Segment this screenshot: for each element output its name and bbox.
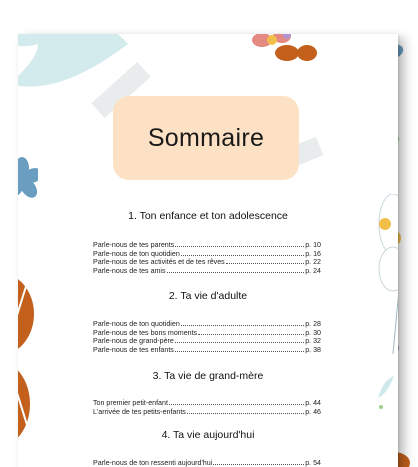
- title-box: [113, 96, 299, 180]
- toc-entry-page: p. 28: [305, 320, 321, 328]
- dot-leader: [187, 407, 304, 414]
- toc-entry-label: Parle-nous de ton quotidien: [93, 249, 180, 258]
- toc-entry-label: L'arrivée de tes petits-enfants: [93, 407, 186, 416]
- dot-leader: [226, 257, 305, 264]
- toc-entry-label: Parle-nous de tes activités et de tes rêves: [93, 258, 225, 266]
- dot-leader: [181, 319, 304, 326]
- blue-flower-icon: [18, 154, 38, 204]
- toc-entry-page: p. 54: [305, 459, 321, 467]
- toc-entry[interactable]: [93, 266, 321, 275]
- toc-entry-label: Parle-nous de tes parents: [93, 241, 175, 249]
- toc-entry[interactable]: [93, 458, 321, 467]
- dot-leader: [175, 345, 304, 352]
- toc-entry-page: p. 22: [305, 258, 321, 266]
- toc-entry[interactable]: [93, 257, 321, 266]
- section-heading: 3. Ta vie de grand-mère: [152, 370, 264, 382]
- dot-leader: [181, 249, 304, 256]
- toc-entry-label: Parle-nous de grand-père: [93, 337, 174, 345]
- orange-flower-icon: [273, 39, 318, 61]
- dot-leader: [167, 266, 305, 273]
- green-dot-icon: [378, 404, 384, 410]
- purple-dot-icon: [282, 34, 292, 40]
- section-heading: 4. Ta vie aujourd'hui: [161, 429, 255, 441]
- dot-leader: [198, 328, 304, 335]
- dot-leader: [213, 458, 304, 465]
- document-page: [18, 34, 398, 467]
- section-heading: 2. Ta vie d'adulte: [168, 290, 248, 302]
- toc-entry-label: Ton premier petit-enfant: [93, 399, 168, 407]
- toc-list: [93, 398, 321, 415]
- toc-entry-page: p. 24: [305, 266, 321, 275]
- toc-entry-label: Parle-nous de ton quotidien: [93, 320, 180, 328]
- dot-leader: [175, 240, 304, 247]
- toc-entry-page: p. 32: [305, 337, 321, 345]
- toc-entry-page: p. 10: [305, 241, 321, 249]
- toc-entry[interactable]: [93, 319, 321, 328]
- dot-leader: [169, 398, 304, 405]
- toc-entry[interactable]: [93, 398, 321, 407]
- toc-entry[interactable]: [93, 240, 321, 249]
- toc-entry[interactable]: [93, 328, 321, 337]
- toc-entry[interactable]: [93, 345, 321, 354]
- section-heading: 1. Ton enfance et ton adolescence: [128, 210, 288, 222]
- toc-list: [93, 458, 321, 467]
- dot-leader: [175, 336, 304, 343]
- toc-entry-page: p. 44: [305, 399, 321, 407]
- page-title: Sommaire: [147, 123, 265, 152]
- toc-entry-label: Parle-nous de tes bons moments: [93, 328, 198, 337]
- toc-entry-page: p. 30: [305, 328, 321, 337]
- toc-entry-label: Parle-nous de tes enfants: [93, 345, 174, 354]
- toc-entry-page: p. 38: [305, 345, 321, 354]
- toc-entry-page: p. 16: [305, 249, 321, 258]
- toc-list: [93, 319, 321, 353]
- toc-list: [93, 240, 321, 274]
- toc-entry[interactable]: [93, 407, 321, 416]
- toc-entry-label: Parle-nous de tes amis: [93, 266, 166, 275]
- toc-entry-label: Parle-nous de ton ressenti aujourd'hui: [93, 459, 213, 467]
- toc-entry-page: p. 46: [305, 407, 321, 416]
- toc-entry[interactable]: [93, 249, 321, 258]
- toc-entry[interactable]: [93, 336, 321, 345]
